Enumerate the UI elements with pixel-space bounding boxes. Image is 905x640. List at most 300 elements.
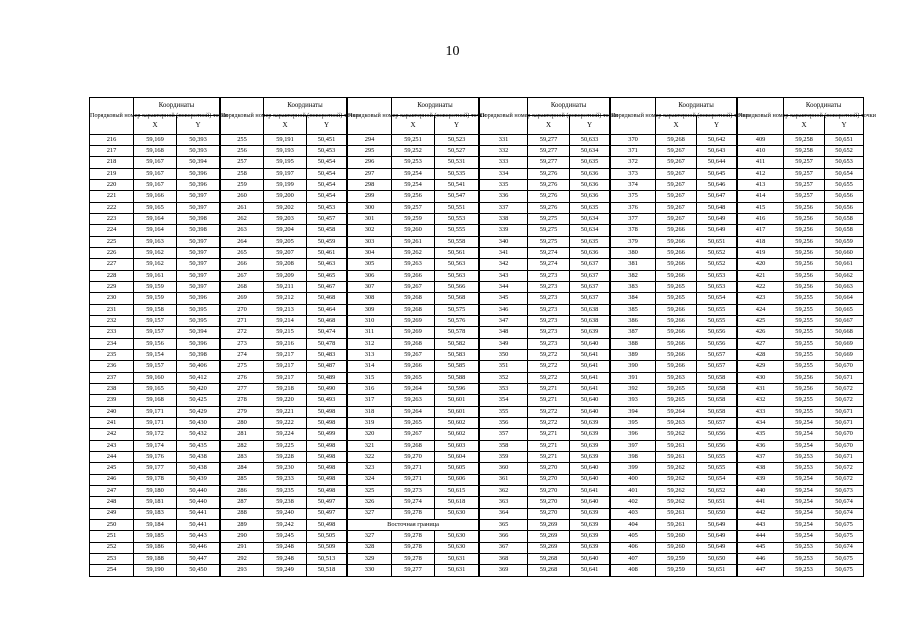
point-number: 318 xyxy=(348,406,392,417)
table-row xyxy=(348,485,479,496)
table-row xyxy=(90,553,220,564)
table-row xyxy=(738,474,864,485)
y-value: 50,649 xyxy=(697,542,737,553)
y-value: 50,602 xyxy=(435,429,479,440)
table-row xyxy=(90,157,220,168)
x-value: 59,261 xyxy=(656,519,697,530)
coordinates-header: Координаты xyxy=(784,98,864,116)
point-number: 332 xyxy=(480,146,528,157)
y-value: 50,425 xyxy=(177,395,220,406)
y-value: 50,397 xyxy=(177,247,220,258)
x-value: 59,278 xyxy=(392,508,435,519)
table-row xyxy=(480,168,610,179)
table-row xyxy=(480,497,610,508)
y-value: 50,671 xyxy=(825,406,864,417)
y-value: 50,583 xyxy=(435,349,479,360)
x-value: 59,268 xyxy=(392,440,435,451)
table-row xyxy=(738,281,864,292)
point-number: 349 xyxy=(480,338,528,349)
table-row xyxy=(348,349,479,360)
x-value: 59,270 xyxy=(528,497,570,508)
table-row xyxy=(348,519,479,530)
y-value: 50,395 xyxy=(177,304,220,315)
table-row xyxy=(738,168,864,179)
point-number: 297 xyxy=(348,168,392,179)
point-number: 394 xyxy=(611,406,656,417)
x-value: 59,203 xyxy=(264,213,307,224)
table-row xyxy=(738,531,864,542)
x-value: 59,262 xyxy=(656,474,697,485)
x-value: 59,255 xyxy=(784,361,825,372)
y-value: 50,657 xyxy=(697,349,737,360)
x-value: 59,266 xyxy=(656,349,697,360)
table-row xyxy=(348,361,479,372)
table-row xyxy=(348,463,479,474)
point-number: 228 xyxy=(90,270,134,281)
table-row xyxy=(348,259,479,270)
table-row xyxy=(348,304,479,315)
y-value: 50,396 xyxy=(177,338,220,349)
y-value: 50,672 xyxy=(825,383,864,394)
table-row xyxy=(348,293,479,304)
table-row xyxy=(480,191,610,202)
point-number: 268 xyxy=(221,281,264,292)
point-number: 336 xyxy=(480,191,528,202)
table-row xyxy=(348,497,479,508)
point-number: 219 xyxy=(90,168,134,179)
y-value: 50,563 xyxy=(435,259,479,270)
table-row xyxy=(611,293,737,304)
table-row xyxy=(90,327,220,338)
point-number: 437 xyxy=(738,451,784,462)
y-value: 50,601 xyxy=(435,395,479,406)
point-number: 255 xyxy=(221,134,264,145)
table-row xyxy=(221,429,347,440)
point-number: 223 xyxy=(90,213,134,224)
table-row xyxy=(221,270,347,281)
table-row xyxy=(738,440,864,451)
point-number: 328 xyxy=(348,542,392,553)
y-value: 50,397 xyxy=(177,191,220,202)
x-value: 59,266 xyxy=(656,225,697,236)
table-row xyxy=(480,417,610,428)
x-value: 59,215 xyxy=(264,327,307,338)
y-value: 50,649 xyxy=(697,531,737,542)
x-value: 59,271 xyxy=(528,383,570,394)
point-number: 309 xyxy=(348,304,392,315)
y-value: 50,635 xyxy=(570,236,610,247)
y-value: 50,658 xyxy=(697,406,737,417)
x-value: 59,272 xyxy=(528,361,570,372)
x-value: 59,275 xyxy=(528,213,570,224)
point-number: 345 xyxy=(480,293,528,304)
point-number: 323 xyxy=(348,463,392,474)
y-value: 50,566 xyxy=(435,281,479,292)
point-number: 329 xyxy=(348,553,392,564)
table-row xyxy=(738,553,864,564)
table-row xyxy=(611,180,737,191)
point-number: 269 xyxy=(221,293,264,304)
y-value: 50,640 xyxy=(570,463,610,474)
x-value: 59,255 xyxy=(784,349,825,360)
y-value: 50,531 xyxy=(435,157,479,168)
x-value: 59,251 xyxy=(392,134,435,145)
table-row xyxy=(348,168,479,179)
x-value: 59,268 xyxy=(392,293,435,304)
table-row xyxy=(221,338,347,349)
table-row xyxy=(611,474,737,485)
y-value: 50,640 xyxy=(570,406,610,417)
x-value: 59,262 xyxy=(656,463,697,474)
y-value: 50,458 xyxy=(307,225,347,236)
y-value: 50,498 xyxy=(307,519,347,530)
y-value: 50,450 xyxy=(177,565,220,577)
y-header: Y xyxy=(307,116,347,134)
point-number: 229 xyxy=(90,281,134,292)
x-value: 59,166 xyxy=(134,191,177,202)
x-value: 59,259 xyxy=(656,565,697,577)
point-number: 422 xyxy=(738,281,784,292)
y-value: 50,454 xyxy=(307,168,347,179)
y-value: 50,461 xyxy=(307,247,347,258)
x-value: 59,254 xyxy=(784,531,825,542)
x-value: 59,265 xyxy=(392,372,435,383)
table-row xyxy=(480,565,610,577)
y-value: 50,674 xyxy=(825,542,864,553)
point-number: 237 xyxy=(90,372,134,383)
point-number: 320 xyxy=(348,429,392,440)
x-value: 59,272 xyxy=(528,406,570,417)
point-number: 258 xyxy=(221,168,264,179)
y-value: 50,639 xyxy=(570,519,610,530)
table-row xyxy=(738,542,864,553)
y-value: 50,606 xyxy=(435,474,479,485)
y-value: 50,641 xyxy=(570,361,610,372)
y-value: 50,453 xyxy=(307,202,347,213)
table-row xyxy=(90,225,220,236)
x-value: 59,271 xyxy=(528,440,570,451)
y-value: 50,630 xyxy=(435,531,479,542)
point-number: 341 xyxy=(480,247,528,258)
point-number: 403 xyxy=(611,508,656,519)
table-row xyxy=(611,191,737,202)
table-row xyxy=(90,304,220,315)
y-value: 50,635 xyxy=(570,202,610,213)
point-number: 316 xyxy=(348,383,392,394)
table-row xyxy=(611,451,737,462)
point-number: 365 xyxy=(480,519,528,530)
y-value: 50,658 xyxy=(825,225,864,236)
point-number: 296 xyxy=(348,157,392,168)
table-row xyxy=(348,372,479,383)
point-number: 308 xyxy=(348,293,392,304)
x-value: 59,273 xyxy=(528,293,570,304)
point-number: 369 xyxy=(480,565,528,577)
y-value: 50,630 xyxy=(435,508,479,519)
y-value: 50,656 xyxy=(825,191,864,202)
point-number: 362 xyxy=(480,485,528,496)
table-row xyxy=(221,542,347,553)
x-value: 59,268 xyxy=(528,565,570,577)
y-value: 50,675 xyxy=(825,531,864,542)
x-value: 59,262 xyxy=(656,485,697,496)
y-value: 50,447 xyxy=(177,553,220,564)
point-number: 431 xyxy=(738,383,784,394)
table-row xyxy=(221,440,347,451)
table-row xyxy=(90,463,220,474)
point-number: 244 xyxy=(90,451,134,462)
x-value: 59,263 xyxy=(656,372,697,383)
table-row xyxy=(221,180,347,191)
point-number: 363 xyxy=(480,497,528,508)
point-number: 220 xyxy=(90,180,134,191)
point-number: 305 xyxy=(348,259,392,270)
table-row xyxy=(90,519,220,530)
point-number: 260 xyxy=(221,191,264,202)
table-row xyxy=(611,417,737,428)
point-number: 226 xyxy=(90,247,134,258)
x-value: 59,275 xyxy=(528,236,570,247)
y-value: 50,498 xyxy=(307,474,347,485)
point-number: 430 xyxy=(738,372,784,383)
table-row xyxy=(221,519,347,530)
x-value: 59,270 xyxy=(528,463,570,474)
point-number: 379 xyxy=(611,236,656,247)
point-number: 399 xyxy=(611,463,656,474)
table-row xyxy=(611,553,737,564)
y-value: 50,674 xyxy=(825,508,864,519)
point-number: 263 xyxy=(221,225,264,236)
y-value: 50,639 xyxy=(570,327,610,338)
x-value: 59,274 xyxy=(528,259,570,270)
table-row xyxy=(480,372,610,383)
x-value: 59,254 xyxy=(784,474,825,485)
point-number: 340 xyxy=(480,236,528,247)
table-row xyxy=(348,474,479,485)
point-number: 234 xyxy=(90,338,134,349)
table-row xyxy=(90,417,220,428)
x-value: 59,256 xyxy=(784,225,825,236)
table-row xyxy=(738,361,864,372)
table-row xyxy=(480,315,610,326)
point-number: 371 xyxy=(611,146,656,157)
table-row xyxy=(480,553,610,564)
table-row xyxy=(90,406,220,417)
x-value: 59,253 xyxy=(784,463,825,474)
y-value: 50,672 xyxy=(825,474,864,485)
point-number: 438 xyxy=(738,463,784,474)
point-number: 240 xyxy=(90,406,134,417)
y-value: 50,633 xyxy=(570,134,610,145)
point-number: 233 xyxy=(90,327,134,338)
y-value: 50,652 xyxy=(697,259,737,270)
y-value: 50,397 xyxy=(177,236,220,247)
table-row xyxy=(90,440,220,451)
table-row xyxy=(738,485,864,496)
y-value: 50,483 xyxy=(307,349,347,360)
x-value: 59,242 xyxy=(264,519,307,530)
table-row xyxy=(221,463,347,474)
point-number: 440 xyxy=(738,485,784,496)
y-value: 50,631 xyxy=(435,565,479,577)
y-value: 50,672 xyxy=(825,395,864,406)
table-row xyxy=(348,565,479,577)
y-value: 50,671 xyxy=(825,417,864,428)
y-value: 50,487 xyxy=(307,361,347,372)
x-value: 59,168 xyxy=(134,146,177,157)
point-number: 397 xyxy=(611,440,656,451)
x-value: 59,165 xyxy=(134,202,177,213)
table-row xyxy=(90,565,220,577)
y-value: 50,467 xyxy=(307,281,347,292)
coordinates-table xyxy=(89,97,228,577)
y-header: Y xyxy=(570,116,610,134)
table-row xyxy=(348,406,479,417)
table-row xyxy=(221,383,347,394)
table-row xyxy=(480,202,610,213)
point-number: 257 xyxy=(221,157,264,168)
y-value: 50,518 xyxy=(307,565,347,577)
x-value: 59,169 xyxy=(134,134,177,145)
x-value: 59,257 xyxy=(784,157,825,168)
x-value: 59,268 xyxy=(528,553,570,564)
table-row xyxy=(480,395,610,406)
x-value: 59,262 xyxy=(656,497,697,508)
table-row xyxy=(611,225,737,236)
table-row xyxy=(348,191,479,202)
x-value: 59,180 xyxy=(134,485,177,496)
table-row xyxy=(348,281,479,292)
table-row xyxy=(221,531,347,542)
table-row xyxy=(221,225,347,236)
x-header: X xyxy=(784,116,825,134)
table-row xyxy=(480,338,610,349)
point-number: 281 xyxy=(221,429,264,440)
table-row xyxy=(348,134,479,145)
y-value: 50,641 xyxy=(570,485,610,496)
point-number: 221 xyxy=(90,191,134,202)
x-value: 59,252 xyxy=(392,146,435,157)
x-value: 59,272 xyxy=(528,349,570,360)
table-row xyxy=(480,146,610,157)
point-number: 413 xyxy=(738,180,784,191)
table-row xyxy=(738,247,864,258)
y-value: 50,498 xyxy=(307,463,347,474)
x-value: 59,275 xyxy=(528,225,570,236)
y-value: 50,397 xyxy=(177,202,220,213)
y-value: 50,396 xyxy=(177,180,220,191)
point-number: 330 xyxy=(348,565,392,577)
point-number: 350 xyxy=(480,349,528,360)
table-row xyxy=(738,463,864,474)
point-number: 276 xyxy=(221,372,264,383)
point-number: 391 xyxy=(611,372,656,383)
y-value: 50,635 xyxy=(570,157,610,168)
y-value: 50,660 xyxy=(825,247,864,258)
x-value: 59,255 xyxy=(784,395,825,406)
y-value: 50,605 xyxy=(435,463,479,474)
y-value: 50,498 xyxy=(307,451,347,462)
x-value: 59,270 xyxy=(528,508,570,519)
point-number: 353 xyxy=(480,383,528,394)
table-row xyxy=(221,146,347,157)
table-row xyxy=(90,485,220,496)
point-number: 366 xyxy=(480,531,528,542)
table-row xyxy=(348,236,479,247)
x-value: 59,164 xyxy=(134,213,177,224)
point-number: 407 xyxy=(611,553,656,564)
table-row xyxy=(738,134,864,145)
point-number: 435 xyxy=(738,429,784,440)
table-row xyxy=(480,134,610,145)
x-value: 59,168 xyxy=(134,395,177,406)
x-value: 59,267 xyxy=(656,180,697,191)
x-value: 59,253 xyxy=(784,553,825,564)
point-number: 418 xyxy=(738,236,784,247)
table-row xyxy=(90,497,220,508)
y-value: 50,638 xyxy=(570,304,610,315)
point-number: 327 xyxy=(348,531,392,542)
y-value: 50,497 xyxy=(307,508,347,519)
y-value: 50,406 xyxy=(177,361,220,372)
y-value: 50,398 xyxy=(177,349,220,360)
y-value: 50,397 xyxy=(177,281,220,292)
y-value: 50,639 xyxy=(570,531,610,542)
table-row xyxy=(90,542,220,553)
coordinates-table xyxy=(479,97,618,577)
table-row xyxy=(348,225,479,236)
x-value: 59,159 xyxy=(134,293,177,304)
table-row xyxy=(611,395,737,406)
y-value: 50,438 xyxy=(177,451,220,462)
x-value: 59,271 xyxy=(528,429,570,440)
x-value: 59,256 xyxy=(784,259,825,270)
x-value: 59,256 xyxy=(784,202,825,213)
y-value: 50,644 xyxy=(697,157,737,168)
point-number: 443 xyxy=(738,519,784,530)
x-value: 59,267 xyxy=(392,281,435,292)
point-number: 395 xyxy=(611,417,656,428)
x-value: 59,157 xyxy=(134,327,177,338)
x-value: 59,207 xyxy=(264,247,307,258)
table-row xyxy=(738,519,864,530)
table-row xyxy=(90,202,220,213)
table-row xyxy=(480,463,610,474)
y-value: 50,464 xyxy=(307,304,347,315)
point-number: 235 xyxy=(90,349,134,360)
y-value: 50,630 xyxy=(435,542,479,553)
point-number: 327 xyxy=(348,508,392,519)
x-value: 59,221 xyxy=(264,406,307,417)
y-value: 50,489 xyxy=(307,372,347,383)
point-number: 420 xyxy=(738,259,784,270)
table-row xyxy=(90,213,220,224)
x-value: 59,163 xyxy=(134,236,177,247)
point-number: 424 xyxy=(738,304,784,315)
point-number: 250 xyxy=(90,519,134,530)
x-value: 59,267 xyxy=(392,349,435,360)
table-row xyxy=(611,406,737,417)
table-row xyxy=(611,440,737,451)
x-value: 59,222 xyxy=(264,417,307,428)
point-number-header: Порядковый номер характерной (поворотной) точки xyxy=(738,98,784,135)
y-value: 50,668 xyxy=(825,327,864,338)
point-number: 256 xyxy=(221,146,264,157)
x-value: 59,266 xyxy=(656,270,697,281)
table-row xyxy=(348,146,479,157)
point-number: 429 xyxy=(738,361,784,372)
table-row xyxy=(348,531,479,542)
